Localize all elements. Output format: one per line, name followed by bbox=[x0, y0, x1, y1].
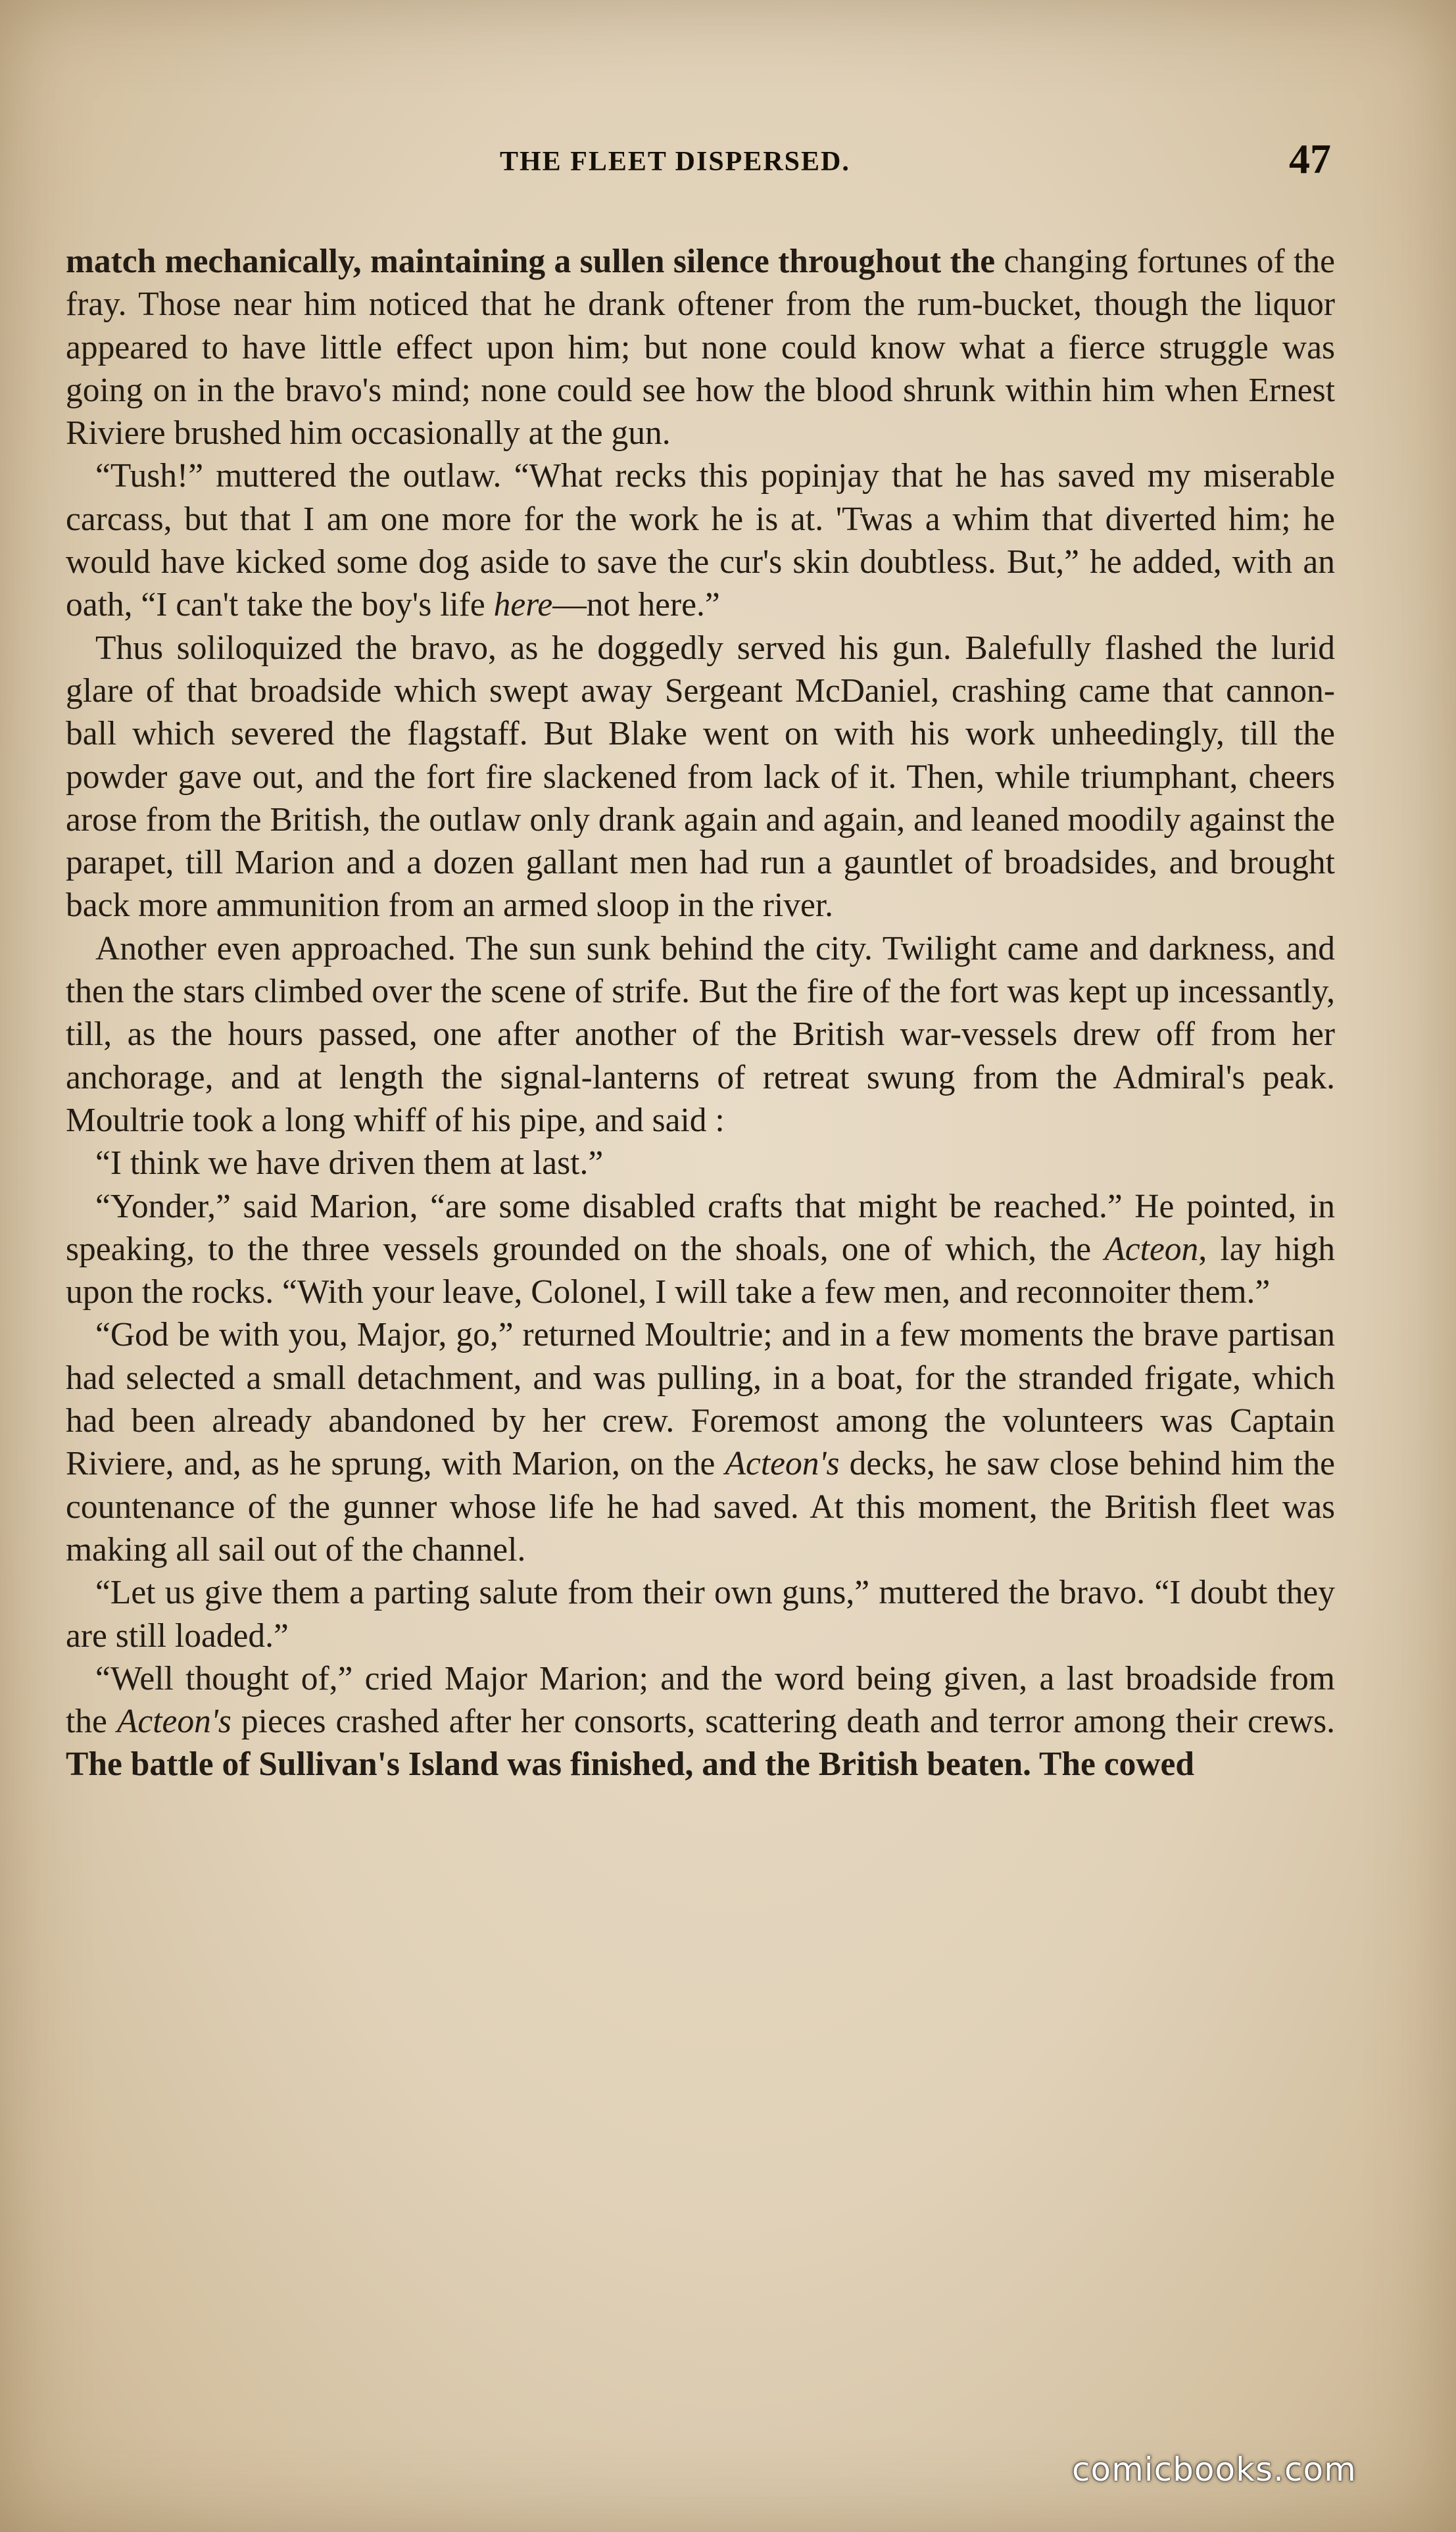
paragraph-9-tail: The battle of Sullivan's Island was finished, and the British beaten. The cowed bbox=[66, 1745, 1195, 1784]
paragraph-2-text-b: —not here.” bbox=[552, 586, 720, 624]
watermark: comicbooks.com bbox=[1072, 2450, 1357, 2489]
paragraph-8-text: “Let us give them a parting salute from their own guns,” muttered the bravo. “I doubt they are still loaded.” bbox=[66, 1574, 1335, 1655]
body-text bbox=[66, 240, 1335, 1786]
paragraph-5 bbox=[66, 1142, 1335, 1184]
paragraph-6-text-a: “Yonder,” said Marion, “are some disabled crafts that might be reached.” He pointed, in speaking, to the three vessels grounded on the shoals, one of which, the bbox=[66, 1187, 1335, 1268]
paragraph-1 bbox=[66, 240, 1335, 454]
paragraph-1-lead: match mechanically, maintaining a sullen silence throughout the bbox=[66, 243, 996, 280]
paragraph-2 bbox=[66, 454, 1335, 626]
paragraph-9-text-a: “Well thought of,” cried Major Marion; and the word being given, a last broadside from the bbox=[66, 1659, 1335, 1741]
paragraph-8 bbox=[66, 1571, 1335, 1657]
paragraph-1-text: changing fortunes of the fray. Those near him noticed that he drank oftener from the rum-bucket, though the liquor appeared to have little effect upon him; but none could know what a fierce struggle was going on in the bravo's mind; none could see how the blood shrunk within him when Ernest Riviere brushed him occasionally at the gun. bbox=[66, 243, 1335, 452]
paragraph-7 bbox=[66, 1313, 1335, 1571]
running-title: THE FLEET DISPERSED. bbox=[500, 147, 850, 177]
paragraph-2-emphasis: here bbox=[493, 586, 553, 624]
paragraph-9-text-b: pieces crashed after her consorts, scattering death and terror among their crews. bbox=[231, 1703, 1335, 1741]
paragraph-6-emphasis: Acteon bbox=[1104, 1230, 1199, 1268]
page-number: 47 bbox=[1289, 135, 1331, 182]
paragraph-6 bbox=[66, 1185, 1335, 1314]
paragraph-7-text-a: “God be with you, Major, go,” returned Moultrie; and in a few moments the brave partisan had selected a small detachment, and was pulling, in a boat, for the stranded frigate, which had been already abandoned by her crew. Foremost among the volunteers was Captain Riviere, and, as he sprung, with Marion, on the bbox=[66, 1316, 1335, 1483]
paragraph-6-text-b: , lay high upon the rocks. “With your leave, Colonel, I will take a few men, and reconnoiter them.” bbox=[66, 1230, 1335, 1311]
paragraph-2-text-a: “Tush!” muttered the outlaw. “What recks this popinjay that he has saved my miserable carcass, but that I am one more for the work he is at. 'Twas a whim that diverted him; he would have kicked some dog aside to save the cur's skin doubtless. But,” he added, with an oath, “I can't take the boy's life bbox=[66, 457, 1335, 624]
paragraph-4-text: Another even approached. The sun sunk behind the city. Twilight came and darkness, and then the stars climbed over the scene of strife. But the fire of the fort was kept up incessantly, till, as the hours passed, one after another of the British war-vessels drew off from her anchorage, and at length the signal-lanterns of retreat swung from the Admiral's peak. Moultrie took a long whiff of his pipe, and said : bbox=[66, 929, 1335, 1139]
paragraph-9-emphasis: Acteon's bbox=[116, 1703, 231, 1741]
paragraph-4 bbox=[66, 927, 1335, 1142]
paragraph-7-text-b: decks, he saw close behind him the countenance of the gunner whose life he had saved. At this moment, the British fleet was making all sail out of the channel. bbox=[66, 1445, 1335, 1569]
paragraph-3 bbox=[66, 627, 1335, 927]
paragraph-7-emphasis: Acteon's bbox=[725, 1445, 840, 1483]
paragraph-3-text: Thus soliloquized the bravo, as he doggedly served his gun. Balefully flashed the lurid glare of that broadside which swept away Sergeant McDaniel, crashing came that cannon-ball which severed the flagstaff. But Blake went on with his work unheedingly, till the powder gave out, and the fort fire slackened from lack of it. Then, while triumphant, cheers arose from the British, the outlaw only drank again and again, and leaned moodily against the parapet, till Marion and a dozen gallant men had run a gauntlet of broadsides, and brought back more ammunition from an armed sloop in the river. bbox=[66, 629, 1335, 925]
paragraph-9 bbox=[66, 1657, 1335, 1786]
paragraph-5-text: “I think we have driven them at last.” bbox=[95, 1144, 604, 1182]
